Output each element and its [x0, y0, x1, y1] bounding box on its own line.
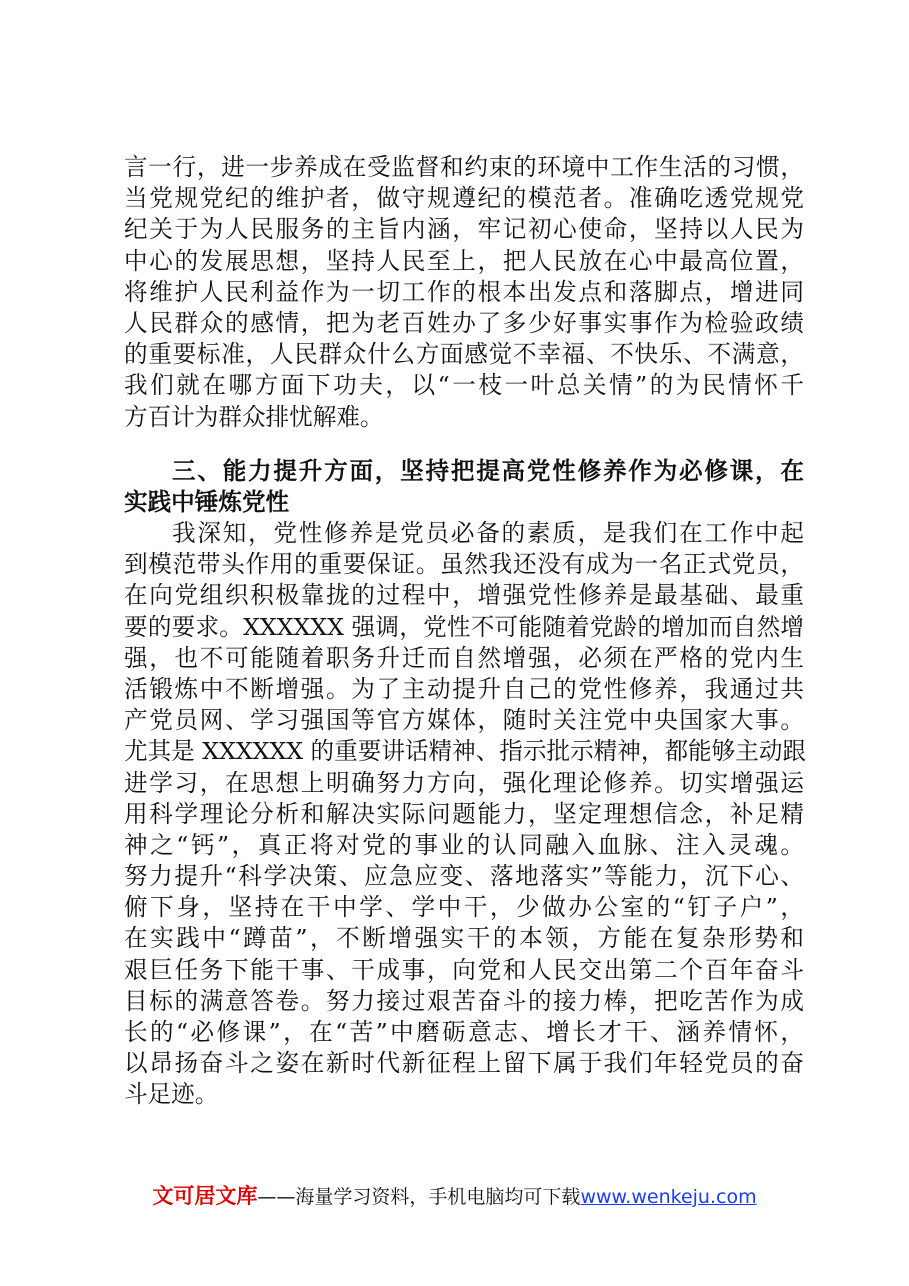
text-line: 在向党组织积极靠拢的过程中，增强党性修养是最基础、最重: [124, 581, 804, 610]
text-line: 努力提升“科学决策、应急应变、落地落实”等能力，沉下心、: [124, 862, 804, 891]
text-line: 进学习，在思想上明确努力方向，强化理论修养。切实增强运: [124, 768, 804, 797]
text-line: 我们就在哪方面下功夫，以“一枝一叶总关情”的为民情怀千: [124, 371, 804, 400]
text-line: 斗足迹。: [124, 1080, 219, 1109]
text-line: 以昂扬奋斗之姿在新时代新征程上留下属于我们年轻党员的奋: [124, 1049, 804, 1078]
paragraph-continuation: [124, 152, 804, 433]
text-line: 人民群众的感情，把为老百姓办了多少好事实事作为检验政绩: [124, 308, 804, 337]
footer-banner: [0, 1183, 909, 1210]
text-line: 尤其是 XXXXXX 的重要讲话精神、指示批示精神，都能够主动跟: [124, 737, 807, 766]
text-line: 实践中锤炼党性: [124, 488, 290, 517]
text-line: 长的“必修课”，在“苦”中磨砺意志、增长才干、涵养情怀，: [124, 1018, 804, 1046]
text-line: 的重要标准，人民群众什么方面感觉不幸福、不快乐、不满意，: [124, 340, 804, 369]
text-line: 目标的满意答卷。努力接过艰苦奋斗的接力棒，把吃苦作为成: [124, 986, 804, 1015]
text-line: 在实践中“蹲苗”，不断增强实干的本领，方能在复杂形势和: [124, 924, 804, 953]
section-heading: [124, 456, 804, 518]
paragraph-capability: [124, 518, 807, 1111]
text-line: 言一行，进一步养成在受监督和约束的环境中工作生活的习惯，: [124, 153, 804, 181]
text-line: 俯下身，坚持在干中学、学中干，少做办公室的“钉子户”，: [124, 893, 804, 922]
footer-slogan: ——海量学习资料，手机电脑均可下载: [257, 1186, 581, 1208]
text-line: 中心的发展思想，坚持人民至上，把人民放在心中最高位置，: [124, 246, 804, 275]
text-line: 我深知，党性修养是党员必备的素质，是我们在工作中起: [172, 519, 804, 547]
text-line: 产党员网、学习强国等官方媒体，随时关注党中央国家大事。: [124, 706, 804, 735]
text-line: 活锻炼中不断增强。为了主动提升自己的党性修养，我通过共: [124, 674, 804, 703]
text-line: 神之“钙”，真正将对党的事业的认同融入血脉、注入灵魂。: [124, 830, 804, 859]
text-line: 用科学理论分析和解决实际问题能力，坚定理想信念，补足精: [124, 799, 804, 828]
text-line: 艰巨任务下能干事、干成事，向党和人民交出第二个百年奋斗: [124, 955, 804, 984]
text-line: 将维护人民利益作为一切工作的根本出发点和落脚点，增进同: [124, 277, 804, 306]
footer-site-link[interactable]: www.wenkeju.com: [580, 1186, 757, 1208]
text-line: 三、能力提升方面，坚持把提高党性修养作为必修课，在: [172, 457, 804, 485]
footer-brand: 文可居文库: [152, 1184, 258, 1208]
text-line: 方百计为群众排忧解难。: [124, 402, 384, 431]
text-line: 纪关于为人民服务的主旨内涵，牢记初心使命，坚持以人民为: [124, 215, 804, 244]
text-line: 强，也不可能随着职务升迁而自然增强，必须在严格的党内生: [124, 643, 804, 672]
text-line: 要的要求。XXXXXX 强调，党性不可能随着党龄的增加而自然增: [124, 612, 804, 641]
text-line: 到模范带头作用的重要保证。虽然我还没有成为一名正式党员，: [124, 550, 804, 579]
text-line: 当党规党纪的维护者，做守规遵纪的模范者。准确吃透党规党: [124, 184, 804, 213]
